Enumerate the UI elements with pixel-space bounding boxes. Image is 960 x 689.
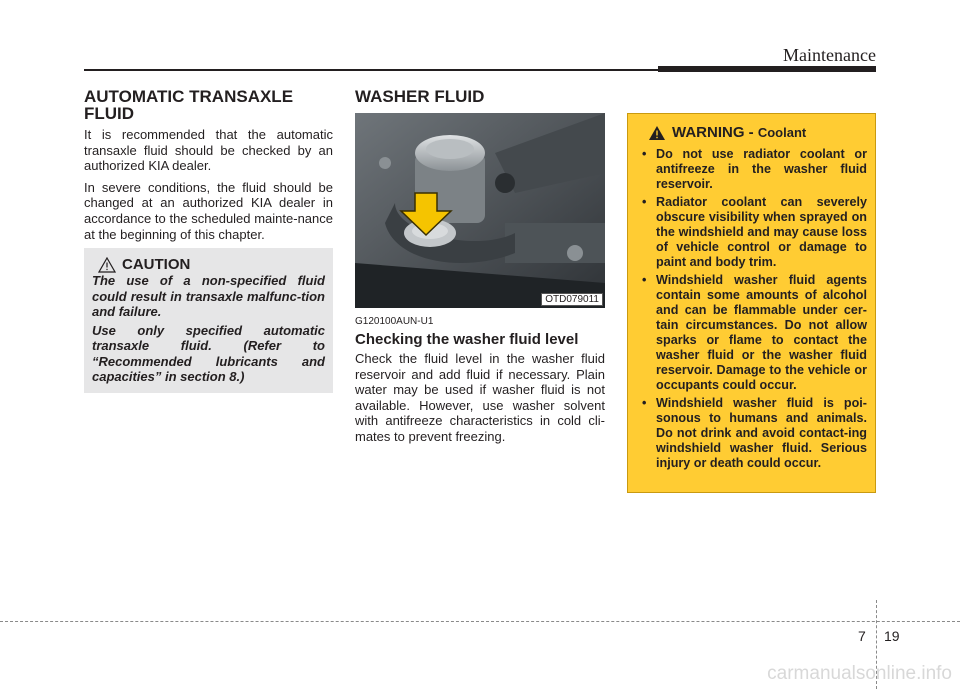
warning-item-text: Do not use radiator coolant or antifreeze in the washer fluid reservoir. [656,147,867,191]
caution-text [92,273,325,385]
caution-triangle-icon [98,257,116,273]
engine-bay-image [355,113,605,308]
header-rule-thick [658,66,876,72]
warning-box [627,113,876,493]
transaxle-paragraph-1: It is recommended that the automatic transaxle fluid should be checked by an authorized KIA dealer. [84,127,333,174]
transaxle-heading: AUTOMATIC TRANSAXLE FLUID [84,87,294,123]
warning-item: • Windshield washer fluid agents contain some amounts of alcohol and can be flammable under cer-tain circumstances. Do not allow sparks or flame to contact the washer fluid or the washer fluid reservoir. Damage to the vehicle or occupants could occur. [642,273,867,392]
warning-item: • Do not use radiator coolant or antifreeze in the washer fluid reservoir. [642,147,867,191]
header-title: Maintenance [783,45,876,65]
footer-divider [0,621,960,622]
caution-paragraph-1: The use of a non-specified fluid could result in transaxle malfunc-tion and failure. [92,273,325,319]
caution-header [98,256,325,273]
caution-paragraph-2: Use only specified automatic transaxle fluid. (Refer to “Recommended lubricants and capacities” in section 8.) [92,322,325,384]
warning-title [672,124,806,141]
caution-box [84,248,333,393]
warning-item: • Radiator coolant can severely obscure visibility when sprayed on the windshield and may cause loss of vehicle control or damage to paint and body trim. [642,195,867,269]
warning-item-text: Windshield washer fluid is poi-sonous to humans and animals. Do not drink and avoid contact-ing windshield washer fluid. Serious injury or death could occur. [656,396,867,470]
warning-item-text: Windshield washer fluid agents contain some amounts of alcohol and can be flammable under cer-tain circumstances. Do not allow sparks or flame to contact the washer fluid or the washer fluid reservoir. Damage to the vehicle or occupants could occur. [656,273,867,392]
warning-list [636,147,867,471]
warning-title-sub: Coolant [757,125,807,140]
transaxle-body [84,127,333,248]
warning-header [648,124,867,141]
caution-title: CAUTION [122,256,191,273]
washer-subheading: Checking the washer fluid level [355,331,579,348]
watermark-site: carmanualsonline.info [767,663,952,684]
section-code: G120100AUN-U1 [355,316,434,327]
warning-triangle-icon [648,125,666,141]
warning-item-text: Radiator coolant can severely obscure visibility when sprayed on the windshield and may cause loss of vehicle control or damage to paint and body trim. [656,195,867,269]
washer-paragraph: Check the fluid level in the washer fluid reservoir and add fluid if necessary. Plain water may be used if washer fluid is not available. However, use washer solvent with antifreeze characteristics in cold cli-mates to prevent freezing. [355,351,605,444]
header-rule [84,69,658,71]
photo-caption: OTD079011 [541,293,603,306]
washer-reservoir-photo [355,113,605,308]
warning-title-main: WARNING - [672,124,754,141]
washer-body [355,351,605,451]
warning-item: • Windshield washer fluid is poi-sonous to humans and animals. Do not drink and avoid contact-ing windshield washer fluid. Serious injury or death could occur. [642,396,867,470]
transaxle-paragraph-2: In severe conditions, the fluid should be changed at an authorized KIA dealer in accordance to the scheduled mainte-nance at the beginning of this chapter. [84,179,333,242]
page-number: 19 [884,628,900,644]
washer-heading: WASHER FLUID [355,87,485,106]
chapter-number: 7 [858,628,866,644]
